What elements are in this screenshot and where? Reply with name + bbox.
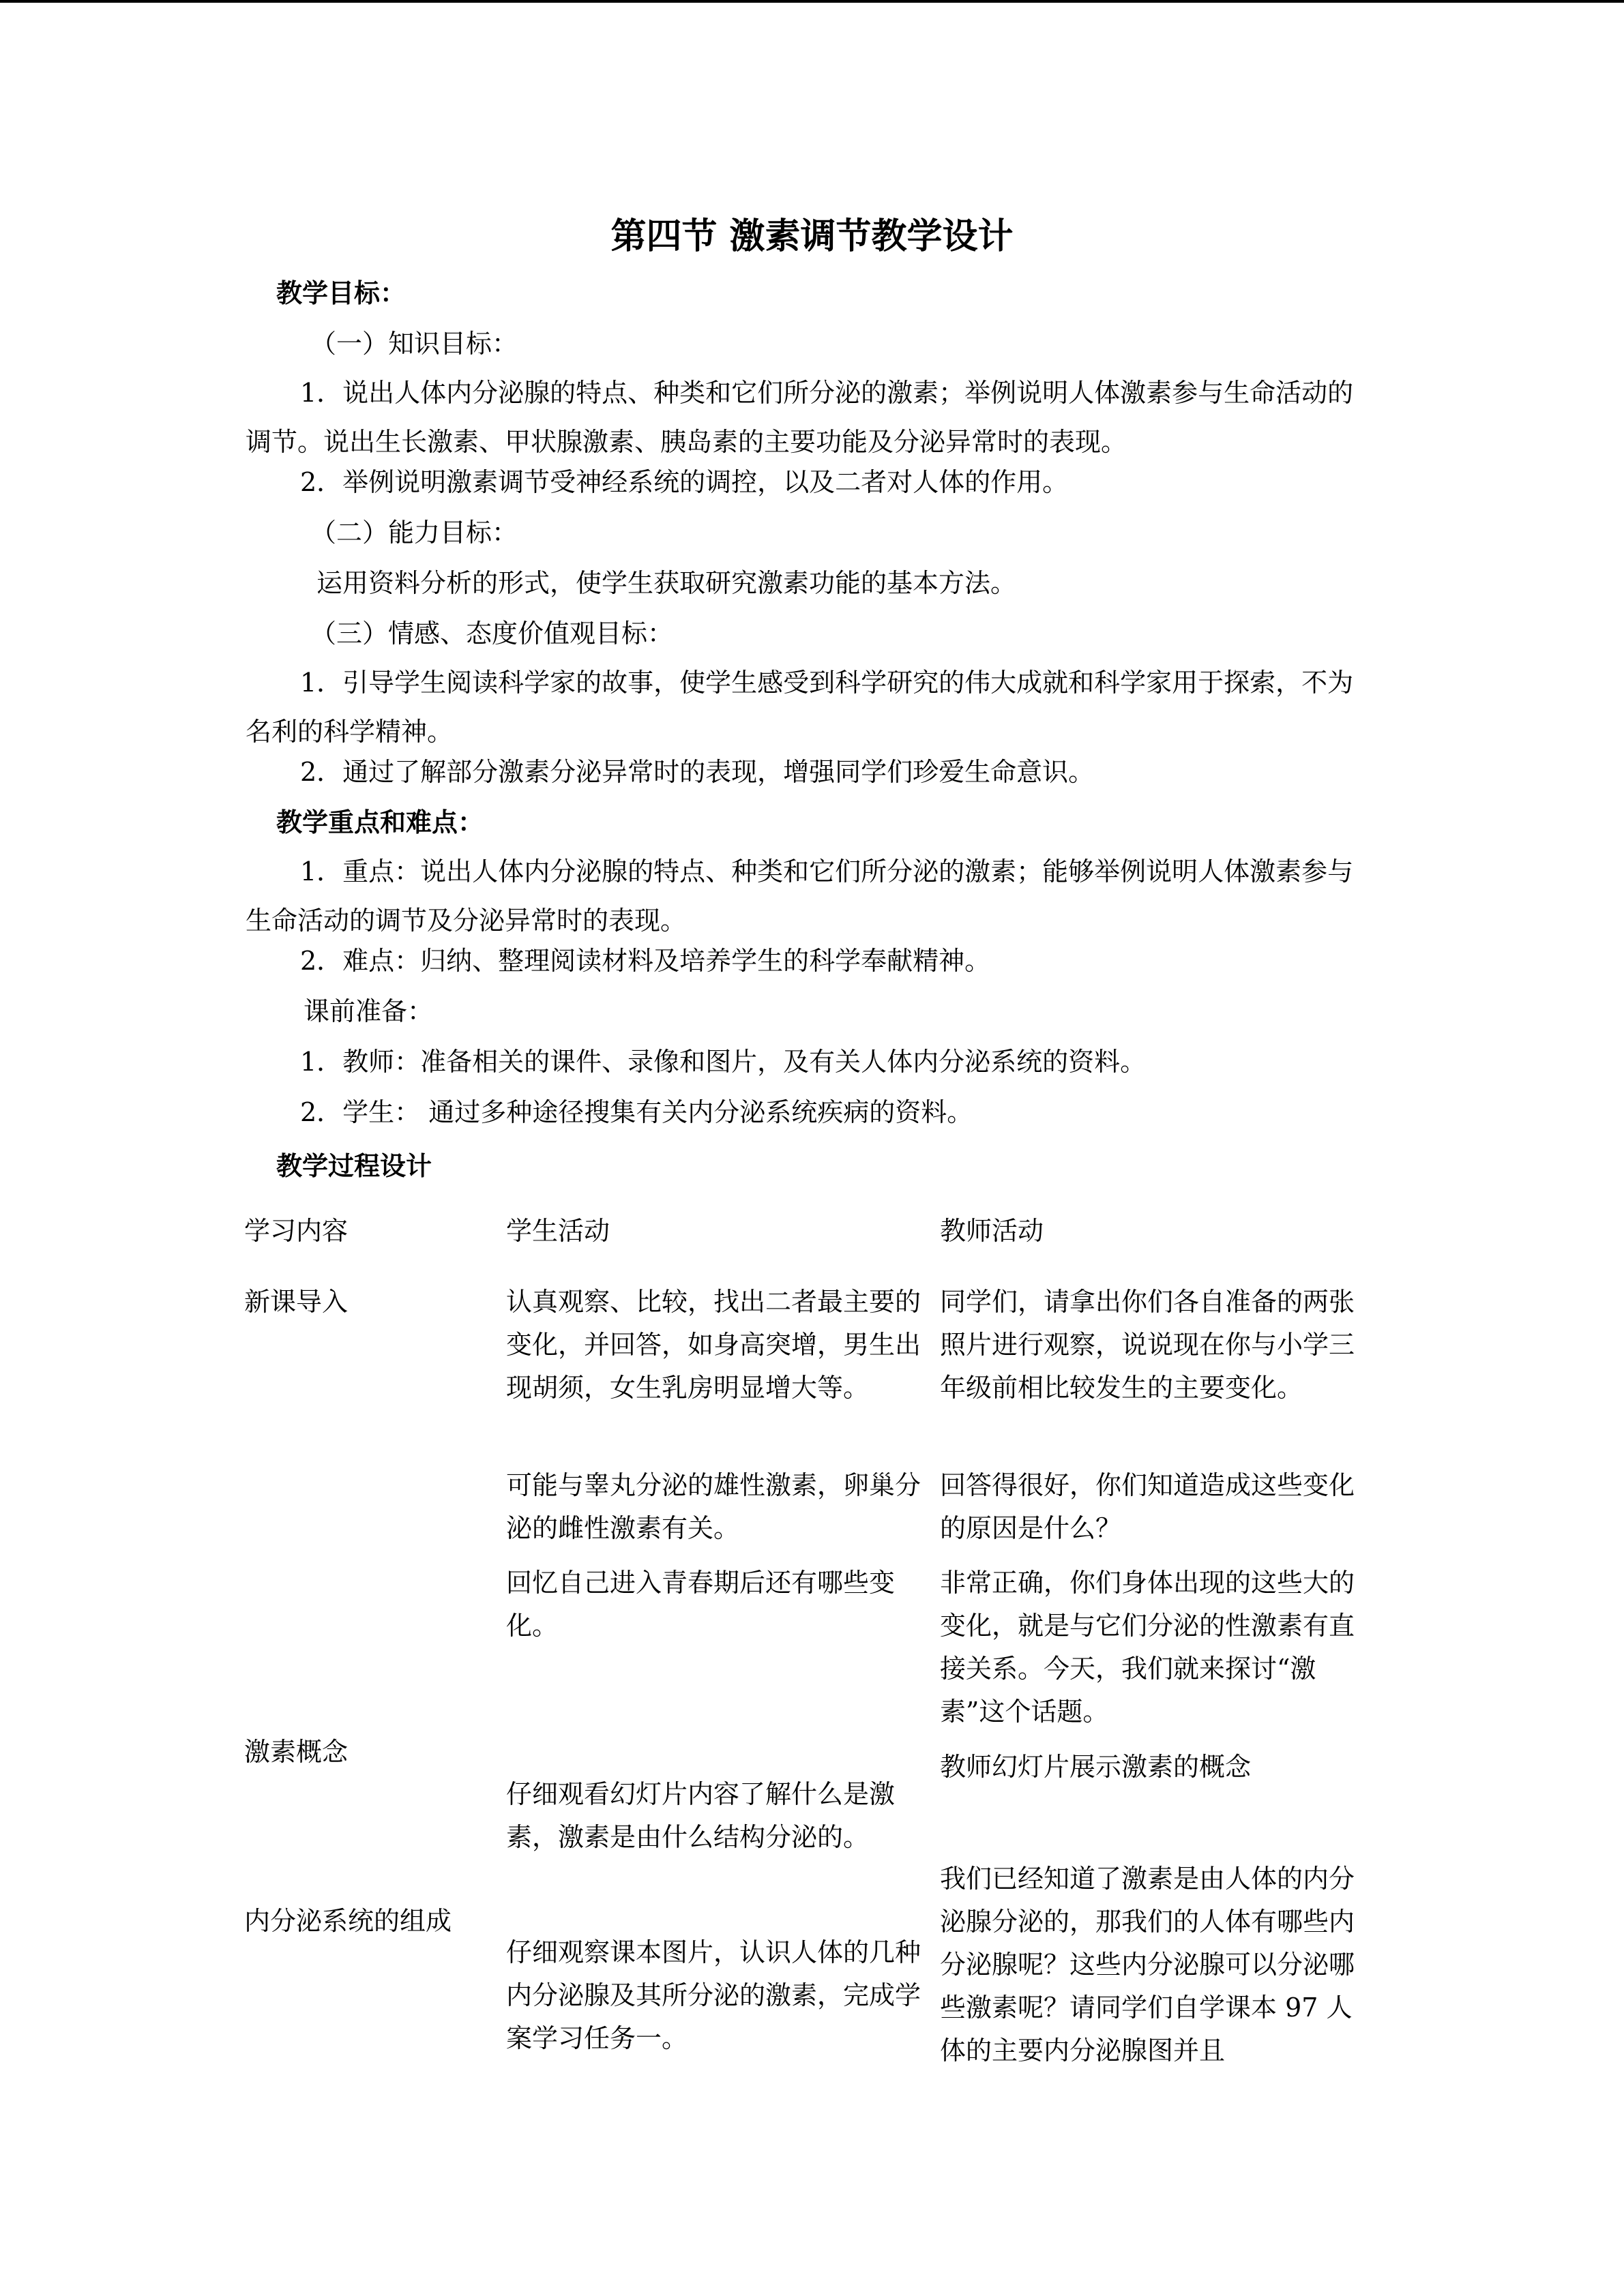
key-point-1: 1．重点：说出人体内分泌腺的特点、种类和它们所分泌的激素；能够举例说明人体激素参与生命活动的调节及分泌异常时的表现。	[246, 856, 1354, 936]
row-intro-teacher-2: 回答得很好，你们知道造成这些变化的原因是什么？	[940, 1470, 1355, 1543]
key-points-heading: 教学重点和难点：	[276, 807, 484, 837]
objectives-heading: 教学目标：	[276, 278, 407, 308]
row-system-content: 内分泌系统的组成	[244, 1906, 452, 1936]
preparation-item-1: 1．教师：准备相关的课件、录像和图片，及有关人体内分泌系统的资料。	[300, 1047, 1147, 1077]
page-title: 第四节 激素调节教学设计	[610, 215, 1014, 257]
column-header-teacher: 教师活动	[940, 1216, 1044, 1246]
emotion-item-2: 2．通过了解部分激素分泌异常时的表现，增强同学们珍爱生命意识。	[300, 757, 1095, 787]
knowledge-item-1: 1．说出人体内分泌腺的特点、种类和它们所分泌的激素；举例说明人体激素参与生命活动的调节。说出生长激素、甲状腺激素、胰岛素的主要功能及分泌异常时的表现。	[246, 378, 1354, 457]
row-concept-content: 激素概念	[244, 1737, 349, 1767]
emotion-label: （三）情感、态度价值观目标：	[310, 618, 674, 648]
row-intro-content: 新课导入	[244, 1287, 349, 1317]
column-header-student: 学生活动	[506, 1216, 610, 1246]
preparation-label: 课前准备：	[304, 996, 434, 1026]
ability-item-1: 运用资料分析的形式，使学生获取研究激素功能的基本方法。	[316, 568, 1017, 598]
row-concept-teacher: 教师幻灯片展示激素的概念	[940, 1752, 1252, 1782]
row-intro-student-2: 可能与睾丸分泌的雄性激素，卵巢分泌的雌性激素有关。	[506, 1470, 921, 1543]
row-intro-student-1: 认真观察、比较，找出二者最主要的变化，并回答，如身高突增，男生出现胡须，女生乳房明显增大等。	[506, 1287, 921, 1403]
row-system-teacher: 我们已经知道了激素是由人体的内分泌腺分泌的，那我们的人体有哪些内分泌腺呢？这些内分泌腺可以分泌哪些激素呢？请同学们自学课本 97 人体的主要内分泌腺图并且	[940, 1864, 1355, 2066]
key-point-2: 2．难点：归纳、整理阅读材料及培养学生的科学奉献精神。	[300, 946, 991, 976]
page-top-border	[0, 0, 1624, 3]
knowledge-item-2: 2．举例说明激素调节受神经系统的调控，以及二者对人体的作用。	[300, 467, 1069, 497]
row-system-student: 仔细观察课本图片，认识人体的几种内分泌腺及其所分泌的激素，完成学案学习任务一。	[506, 1937, 921, 2053]
row-intro-student-3: 回忆自己进入青春期后还有哪些变化。	[506, 1568, 896, 1641]
row-concept-student: 仔细观看幻灯片内容了解什么是激素，激素是由什么结构分泌的。	[506, 1779, 896, 1852]
preparation-item-2: 2．学生： 通过多种途径搜集有关内分泌系统疾病的资料。	[300, 1097, 973, 1127]
knowledge-label: （一）知识目标：	[310, 329, 518, 359]
ability-label: （二）能力目标：	[310, 518, 518, 548]
row-intro-teacher-1: 同学们，请拿出你们各自准备的两张照片进行观察，说说现在你与小学三年级前相比较发生的主要变化。	[940, 1287, 1355, 1403]
column-header-content: 学习内容	[244, 1216, 349, 1246]
process-heading: 教学过程设计	[276, 1150, 432, 1181]
row-intro-teacher-3: 非常正确，你们身体出现的这些大的变化，就是与它们分泌的性激素有直接关系。今天，我们就来探讨“激素”这个话题。	[940, 1568, 1355, 1727]
emotion-item-1: 1．引导学生阅读科学家的故事，使学生感受到科学研究的伟大成就和科学家用于探索，不为名利的科学精神。	[246, 668, 1354, 747]
